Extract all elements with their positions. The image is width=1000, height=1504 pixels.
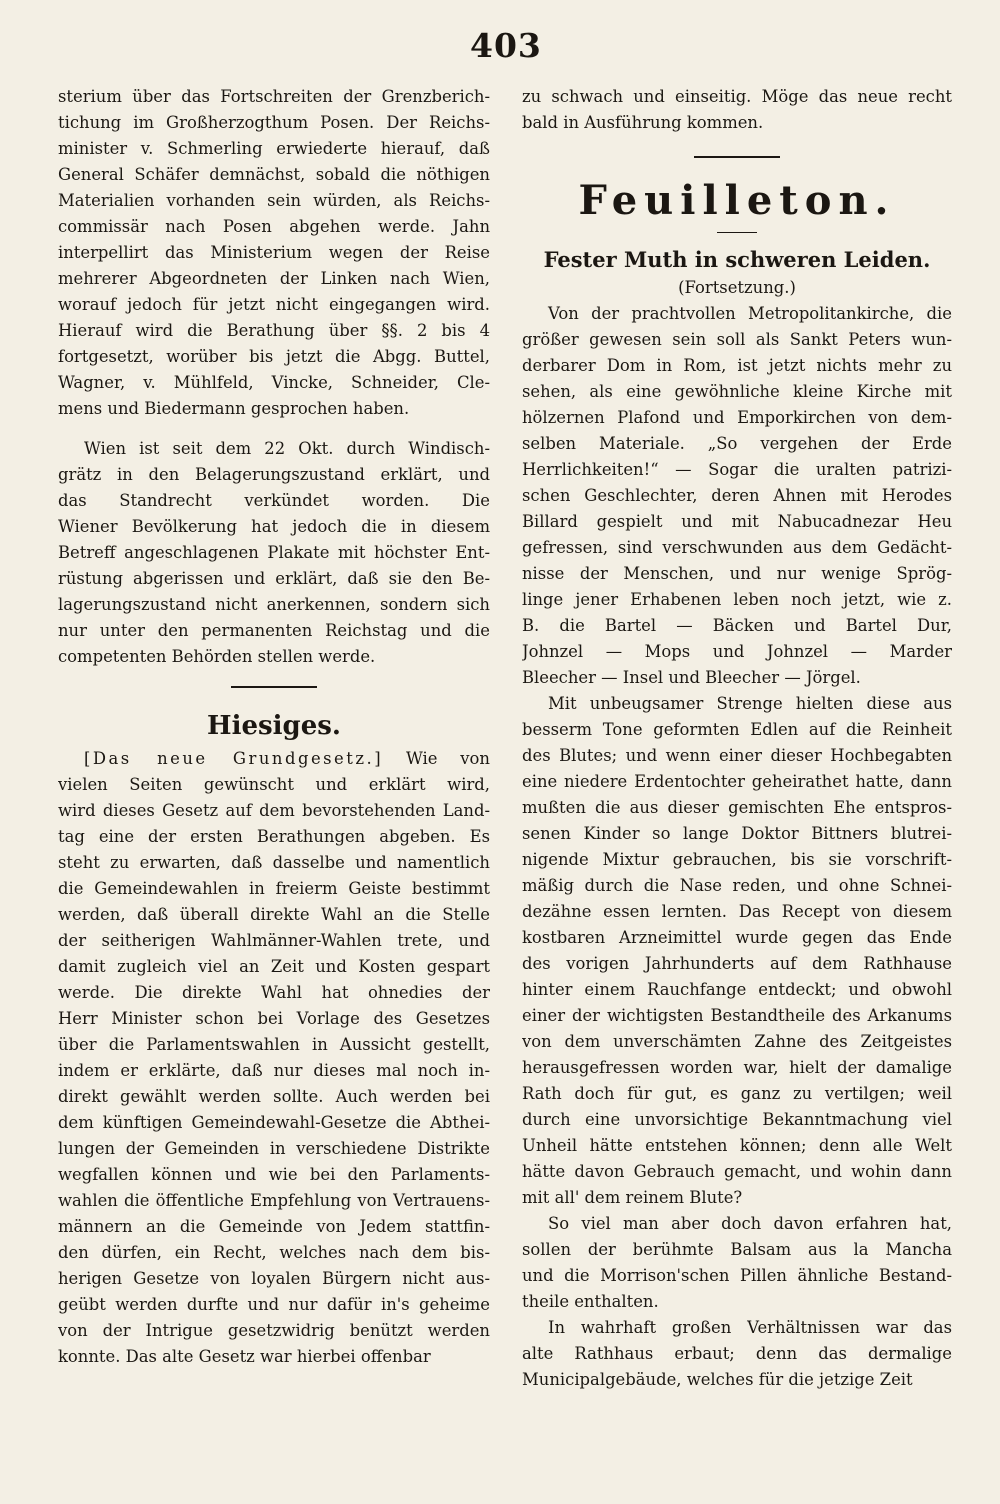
text-line: des vorigen Jahrhunderts auf dem Rathhause: [522, 954, 952, 973]
text-line: des Blutes; und wenn einer dieser Hochbegabten: [522, 746, 952, 765]
text-line: wird dieses Gesetz auf dem bevorstehenden Land-: [58, 801, 490, 820]
story-subtitle: (Fortsetzung.): [678, 278, 796, 297]
text-line: So viel man aber doch davon erfahren hat,: [548, 1214, 952, 1233]
text-line: konnte. Das alte Gesetz war hierbei offenbar: [58, 1347, 431, 1366]
text-line: indem er erklärte, daß nur dieses mal noch in-: [58, 1061, 490, 1080]
text-line: rüstung abgerissen und erklärt, daß sie den Be-: [58, 569, 490, 588]
feuilleton-heading: Feuilleton.: [578, 177, 896, 224]
text-line: Billard gespielt und mit Nabucadnezar Heu: [522, 512, 952, 531]
text-line: sollen der berühmte Balsam aus la Mancha: [522, 1240, 952, 1259]
text-line: die Gemeindewahlen in freierm Geiste bestimmt: [58, 879, 490, 898]
text-line: männern an die Gemeinde von Jedem stattfin-: [58, 1217, 490, 1236]
text-line: herigen Gesetze von loyalen Bürgern nicht aus-: [58, 1269, 490, 1288]
text-line: mäßig durch die Nase reden, und ohne Schnei-: [522, 876, 952, 895]
text-line: linge jener Erhabenen leben noch jetzt, wie z.: [522, 590, 952, 609]
spacer: [58, 688, 490, 706]
text-line: mens und Biedermann gesprochen haben.: [58, 399, 410, 418]
text-line: Wiener Bevölkerung hat jedoch die in diesem: [58, 517, 490, 536]
vienna-news-paragraph: [58, 436, 490, 670]
text-line: mit all' dem reinem Blute?: [522, 1188, 743, 1207]
story-paragraph-1: [522, 301, 952, 691]
text-line: competenten Behörden stellen werde.: [58, 647, 376, 666]
text-line: lungen der Gemeinden in verschiedene Distrikte: [58, 1139, 490, 1158]
left-column: [58, 84, 490, 1370]
text-line: nur unter den permanenten Reichstag und die: [58, 621, 490, 640]
text-line: das Standrecht verkündet worden. Die: [58, 491, 490, 510]
text-line: hölzernen Plafond und Emporkirchen von dem-: [522, 408, 952, 427]
text-line: über die Parlamentswahlen in Aussicht gestellt,: [58, 1035, 490, 1054]
text-line: direkt gewählt werden sollte. Auch werden bei: [58, 1087, 490, 1106]
text-line: Herr Minister schon bei Vorlage des Gesetzes: [58, 1009, 490, 1028]
text-line: Johnzel — Mops und Johnzel — Marder: [522, 642, 952, 661]
text-line: worauf jedoch für jetzt nicht eingegangen wird.: [58, 295, 490, 314]
text-line: senen Kinder so lange Doktor Bittners blutrei-: [522, 824, 952, 843]
text-line: selben Materiale. „So vergehen der Erde: [522, 434, 952, 453]
article-first-line: [58, 746, 490, 772]
text-line: Wagner, v. Mühlfeld, Vincke, Schneider, Cle-: [58, 373, 490, 392]
text-line: durch eine unvorsichtige Bekanntmachung viel: [522, 1110, 952, 1129]
text-line: Wien ist seit dem 22 Okt. durch Windisch-: [84, 439, 490, 458]
article-tag: [Das neue Grundgesetz.]: [84, 749, 384, 768]
text-line: B. die Bartel — Bäcken und Bartel Dur,: [522, 616, 952, 635]
text-line: nigende Mixtur gebrauchen, bis sie vorschrift-: [522, 850, 952, 869]
text-line: werden, daß überall direkte Wahl an die Stelle: [58, 905, 490, 924]
text-line: dem künftigen Gemeindewahl-Gesetze die Abthei-: [58, 1113, 490, 1132]
text-line: Unheil hätte entstehen können; denn alle Welt: [522, 1136, 952, 1155]
text-line: mußten die aus dieser gemischten Ehe entspros-: [522, 798, 952, 817]
text-line: Herrlichkeiten!“ — Sogar die uralten patrizi-: [522, 460, 952, 479]
grundgesetz-article: [58, 772, 490, 1370]
text-line: der seitherigen Wahlmänner-Wahlen trete, und: [58, 931, 490, 950]
text-line: den dürfen, ein Recht, welches nach dem bis-: [58, 1243, 490, 1262]
spacer: [522, 158, 952, 174]
section-heading-local: Hiesiges.: [207, 711, 341, 741]
text-line: sterium über das Fortschreiten der Grenzberich-: [58, 87, 490, 106]
story-paragraph-2: [522, 691, 952, 1211]
text-line: bald in Ausführung kommen.: [522, 113, 764, 132]
text-line: vielen Seiten gewünscht und erklärt wird,: [58, 775, 490, 794]
text-line: herausgefressen worden war, hielt der damalige: [522, 1058, 952, 1077]
text-line: schen Geschlechter, deren Ahnen mit Herodes: [522, 486, 952, 505]
text-line: alte Rathhaus erbaut; denn das dermalige: [522, 1344, 952, 1363]
text-line: nisse der Menschen, und nur wenige Sprög-: [522, 564, 952, 583]
text-line: zu schwach und einseitig. Möge das neue recht: [522, 87, 952, 106]
text-line: Rath doch für gut, es ganz zu vertilgen; weil: [522, 1084, 952, 1103]
right-column: [522, 84, 952, 1393]
text-line: größer gewesen sein soll als Sankt Peters wun-: [522, 330, 952, 349]
text-line: lagerungszustand nicht anerkennen, sondern sich: [58, 595, 490, 614]
text-line: von dem unverschämten Zahne des Zeitgeistes: [522, 1032, 952, 1051]
text-line: In wahrhaft großen Verhältnissen war das: [548, 1318, 952, 1337]
text-line: Materialien vorhanden sein würden, als Reichs-: [58, 191, 490, 210]
text-line: Mit unbeugsamer Strenge hielten diese aus: [548, 694, 952, 713]
text-line: mehrerer Abgeordneten der Linken nach Wien,: [58, 269, 490, 288]
text-line: gefressen, sind verschwunden aus dem Gedächt-: [522, 538, 952, 557]
text-line: hinter einem Rauchfange entdeckt; und obwohl: [522, 980, 952, 999]
text-line: steht zu erwarten, daß dasselbe und namentlich: [58, 853, 490, 872]
text-line: theile enthalten.: [522, 1292, 659, 1311]
text-line: Municipalgebäude, welches für die jetzige Zeit: [522, 1370, 913, 1389]
text-line: geübt werden durfte und nur dafür in's geheime: [58, 1295, 490, 1314]
text-line: fortgesetzt, worüber bis jetzt die Abgg. Buttel,: [58, 347, 490, 366]
story-title: Fester Muth in schweren Leiden.: [543, 247, 931, 272]
text-line: General Schäfer demnächst, sobald die nöthigen: [58, 165, 490, 184]
text-line: minister v. Schmerling erwiederte hierauf, daß: [58, 139, 490, 158]
text-line: hätte davon Gebrauch gemacht, und wohin dann: [522, 1162, 952, 1181]
spacer: [58, 670, 490, 686]
text-line: besserm Tone geformten Edlen auf die Reinheit: [522, 720, 952, 739]
text-line: interpellirt das Ministerium wegen der Reise: [58, 243, 490, 262]
spacer: [58, 422, 490, 436]
text-line: und die Morrison'schen Pillen ähnliche Bestand-: [522, 1266, 952, 1285]
text-line: kostbaren Arzneimittel wurde gegen das Ende: [522, 928, 952, 947]
article-continuation: [522, 84, 952, 136]
story-paragraph-4: [522, 1315, 952, 1393]
parliament-report-paragraph: [58, 84, 490, 422]
spacer: [522, 233, 952, 245]
text-line: Hierauf wird die Berathung über §§. 2 bis 4: [58, 321, 490, 340]
text-line: tag eine der ersten Berathungen abgeben. Es: [58, 827, 490, 846]
text-line: von der Intrigue gesetzwidrig benützt werden: [58, 1321, 490, 1340]
article-first-line-text: Wie von: [405, 749, 490, 768]
text-line: commissär nach Posen abgehen werde. Jahn: [58, 217, 490, 236]
text-line: Betreff angeschlagenen Plakate mit höchster Ent-: [58, 543, 490, 562]
text-line: grätz in den Belagerungszustand erklärt, und: [58, 465, 490, 484]
text-line: tichung im Großherzogthum Posen. Der Reichs-: [58, 113, 490, 132]
text-line: Von der prachtvollen Metropolitankirche, die: [548, 304, 952, 323]
text-line: Bleecher — Insel und Bleecher — Jörgel.: [522, 668, 861, 687]
text-line: sehen, als eine gewöhnliche kleine Kirche mit: [522, 382, 952, 401]
text-line: einer der wichtigsten Bestandtheile des Arkanums: [522, 1006, 952, 1025]
text-line: dezähne essen lernten. Das Recept von diesem: [522, 902, 952, 921]
page-number: 403: [470, 26, 542, 65]
text-line: wahlen die öffentliche Empfehlung von Vertrauens-: [58, 1191, 490, 1210]
text-line: wegfallen können und wie bei den Parlaments-: [58, 1165, 490, 1184]
spacer: [522, 136, 952, 156]
text-line: damit zugleich viel an Zeit und Kosten gespart: [58, 957, 490, 976]
text-line: eine niedere Erdentochter geheirathet hatte, dann: [522, 772, 952, 791]
text-line: werde. Die direkte Wahl hat ohnedies der: [58, 983, 490, 1002]
text-line: derbarer Dom in Rom, ist jetzt nichts mehr zu: [522, 356, 952, 375]
story-paragraph-3: [522, 1211, 952, 1315]
